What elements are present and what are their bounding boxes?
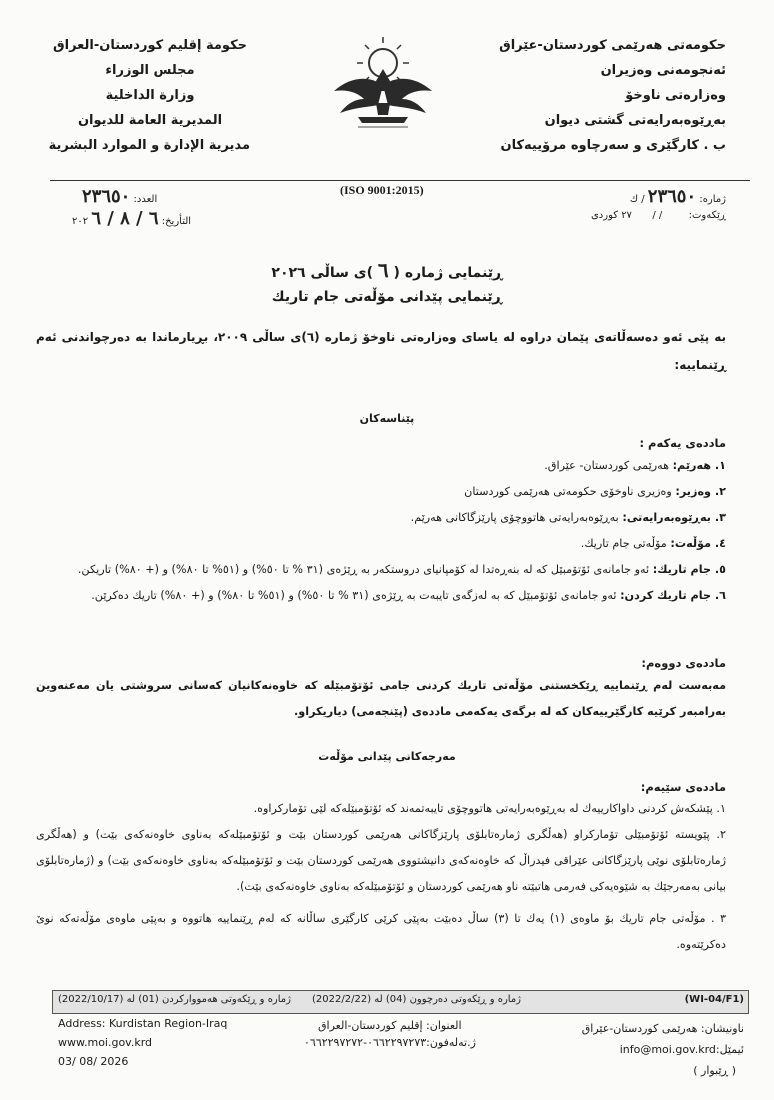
- definition-item: [36, 505, 726, 531]
- header-arabic-line: المديرية العامة للديوان: [77, 113, 223, 128]
- definition-term: ٥. جام تاریك:: [652, 563, 726, 576]
- definition-term: ٢. وەزیر:: [675, 485, 726, 498]
- date-label-ar: التأريخ:: [161, 216, 192, 227]
- number-label: ژمارە:: [699, 194, 726, 205]
- article-1-heading: ماددەی یەکەم :: [639, 436, 726, 450]
- email[interactable]: ئیمێل:info@moi.gov.krd: [619, 1043, 744, 1056]
- article-3-items: [36, 796, 726, 958]
- address-english: Address: Kurdistan Region-Iraq: [58, 1017, 228, 1030]
- ref-date-arabic: [72, 208, 191, 229]
- website[interactable]: www.moi.gov.krd: [58, 1036, 153, 1049]
- definition-text: وەزیری ناوخۆی حکومەتی هەرێمی کوردستان: [464, 485, 676, 498]
- ref-number-arabic: [82, 186, 157, 207]
- header-kurdish-line: ب . کارگێری و سەرچاوە مرۆییەکان: [500, 138, 726, 153]
- definition-item: [36, 557, 726, 583]
- article-2-text: مەبەست لەم ڕێنماییە ڕێکخستنی مۆڵەتی تاریك کردنی جامی ئۆتۆمبێلە کە خاوەنەکانیان کەسانی سروشتی یان مەعنەوین بەرامبەر کرێیە کارگێرییەکان کە لە برگەی یەکەمی ماددەی (پێنجەمی) دیاریکراو.: [36, 679, 726, 718]
- definition-term: ٤. مۆڵەت:: [670, 537, 726, 550]
- footer-doc-code: (WI-04/F1): [684, 994, 744, 1005]
- article-2-heading: ماددەی دووەم:: [641, 656, 726, 670]
- definition-text: ئەو جامانەی ئۆتۆمبێل کە بە لەزگەی تایبەت بە ڕێژەی (٣١ % تا ٥٠%) و (٥١% تا ٨٠%) و (+ ٨٠%) تاریك دەکرێن.: [91, 589, 621, 602]
- title-part: ڕێنمایی ژمارە (: [393, 265, 503, 281]
- condition-item: ١. پێشکەش کردنی داواکارییەك لە بەڕێوەبەرایەتی هاتووچۆی تایبەتمەند کە ئۆتۆمبێلەکە لێی تۆمارکراوە.: [253, 802, 726, 815]
- definition-text: مۆڵەتی جام تاریك.: [580, 537, 671, 550]
- header-kurdish-line: حکومەتی هەرێمی کوردستان-عێراق: [499, 38, 726, 53]
- date-label: ڕێکەوت:: [688, 210, 726, 221]
- date-handwritten: ٦ / ٨ / ٦: [91, 208, 159, 229]
- definition-item: [36, 479, 726, 505]
- footer-revision: ژمارە و ڕێکەوتی هەمووارکردن (01) لە (2022/10/17): [58, 994, 291, 1005]
- number-handwritten: ٢٣٦٥٠: [647, 186, 697, 207]
- footer-issue: ژمارە و ڕێکەوتی دەرچوون (04) لە (2022/2/22): [312, 994, 522, 1005]
- definition-term: ٦. جام تاریك کردن:: [620, 589, 726, 602]
- instruction-title: ڕێنمایی پێدانی مۆڵەتی جام تاریك: [271, 289, 503, 305]
- iso-label: (ISO 9001:2015): [340, 183, 424, 197]
- ref-date-kurdish: [591, 210, 726, 221]
- address-kurdish: ناونیشان: هەرێمی کوردستان-عێراق: [581, 1022, 744, 1035]
- definition-term: ٣. بەڕێوەبەرایەتی:: [622, 511, 726, 524]
- definition-text: بەڕێوەبەرایەتی هاتووچۆی پارێزگاکانی هەرێم.: [410, 511, 623, 524]
- address-arabic: العنوان: إقليم كوردستان-العراق: [318, 1019, 462, 1032]
- phone: ژ.تەلەفون:٠٦٦٢٢٩٧٢٧٣-٠٦٦٢٢٩٧٢٧٢: [304, 1036, 476, 1049]
- ref-number-kurdish: [630, 186, 726, 207]
- definition-item: [36, 453, 726, 479]
- preamble: بە پێی ئەو دەسەڵاتەی پێمان دراوە لە یاسای وەزارەتی ناوخۆ ژمارە (٦)ی ساڵی ٢٠٠٩، بڕیارماندا بە دەرچواندنی ئەم ڕێنماییە:: [36, 330, 726, 372]
- definitions-heading: پێناسەکان: [359, 412, 415, 425]
- city-stamp: ( ڕێبوار ): [693, 1064, 736, 1077]
- date-year-ar: ٢٠٢: [72, 216, 89, 227]
- footer-date: 03/ 08/ 2026: [58, 1055, 129, 1068]
- header-arabic-line: مجلس الوزراء: [105, 63, 195, 78]
- header-arabic-line: وزارة الداخلية: [105, 88, 195, 103]
- header-kurdish-line: ئەنجومەنی وەزیران: [600, 63, 726, 78]
- title-part: )ی ساڵی ٢٠٢٦: [271, 265, 374, 281]
- header-kurdish: [499, 33, 726, 158]
- definition-text: هەرێمی کوردستان- عێراق.: [544, 459, 673, 472]
- number-label-ar: العدد:: [133, 194, 158, 205]
- condition-item: ٢. پێویستە ئۆتۆمبێلی تۆمارکراو (هەڵگری ژمارەتابلۆی پارێزگاکانی هەرێمی کوردستان بێت و ئۆتۆمبێلەکە بەناوی خاوەنەکەی بێت) و (هەڵگری ژمارەتابلۆی نوێی پارێزگاکانی عێراقی فیدراڵ کە خاوەنەکەی دانیشتووی هەرێمی کوردستان بێت و ئۆتۆمبێلەکە بەناوی خاوەنەکەی بێت) و (ژمارەتابلۆی بیانی بەمەرجێك بە شێوەیەکی فەرمی هاتبێتە ناو هەرێمی کوردستان و ئۆتۆمبێلەکە بەناوی خاوەنەکەی بێت).: [36, 828, 726, 893]
- header-arabic-line: مديرية الإدارة و الموارد البشرية: [48, 138, 250, 153]
- number-handwritten-ar: ٢٣٦٥٠: [82, 186, 131, 207]
- article-3-heading: ماددەی سێیەم:: [640, 780, 726, 794]
- header-kurdish-line: وەزارەتی ناوخۆ: [625, 88, 726, 103]
- kurdish-calendar: ٢٧ کوردی: [590, 210, 632, 221]
- title-number: ٦: [377, 258, 389, 282]
- instruction-number-title: [0, 258, 774, 282]
- definition-text: ئەو جامانەی ئۆتۆمبێل کە لە بنەڕەتدا لە کۆمپانیای دروستکەر بە ڕێژەی (٣١ % تا ٥٠%) و (٥١% تا ٨٠%) و (+ ٨٠%) تاریکن.: [77, 563, 653, 576]
- header-arabic: [50, 33, 250, 158]
- number-suffix: / ك: [629, 194, 645, 205]
- header-divider: [50, 180, 750, 181]
- header-kurdish-line: بەڕێوەبەرایەتی گشتی دیوان: [544, 113, 726, 128]
- date-slashes: / /: [652, 210, 663, 221]
- kurdistan-emblem-icon: [328, 35, 438, 135]
- definition-term: ١. هەرێم:: [672, 459, 726, 472]
- conditions-heading: مەرجەکانی پێدانی مۆڵەت: [318, 750, 456, 763]
- definition-item: [36, 531, 726, 557]
- condition-item: ٣ . مۆڵەتی جام تاریك بۆ ماوەی (١) یەك تا (٣) ساڵ دەبێت بەپێی کرێی کارگێری ساڵانە کە لەم ڕێنماییە هاتووە و بەپێی ماوەی مۆڵەتەکە نوێ دەکرێتەوە.: [36, 912, 726, 951]
- header-arabic-line: حكومة إقليم كوردستان-العراق: [52, 38, 247, 53]
- article-1-items: [36, 453, 726, 609]
- definition-item: [36, 583, 726, 609]
